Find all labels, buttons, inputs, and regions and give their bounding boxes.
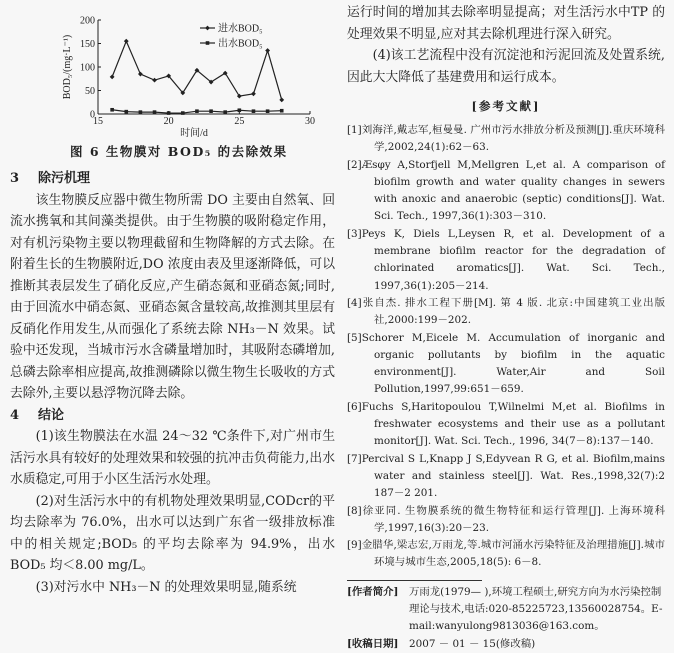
left-body xyxy=(10,168,335,598)
author-info xyxy=(347,584,665,636)
section-3-paragraph: 该生物膜反应器中微生物所需 DO 主要由自然氧、回流水携氧和其间藻类提供。由于生物膜的吸附稳定作用，对有机污染物主要以物理截留和生物降解的方式去除。在附着生长的生物膜附近,DO 浓度由表及里逐渐降低，可以推断其表层发生了硝化反应,产生硝态氮和亚硝态氮;同时,由于回流水中硝态氮、亚硝态氮含量较高,故推测其里层有反硝化作用发生,从而强化了系统去除 NH₃－N 效果。试验中还发现，当城市污水含磷量增加时，其吸附态磷增加,总磷去除率相应提高,故推测磷除以微生物生长吸收的方式去除外,主要以悬浮物沉降去除。 xyxy=(10,192,335,401)
right-body xyxy=(347,2,665,88)
legend-entry xyxy=(200,22,263,35)
data-point xyxy=(139,110,143,114)
section-3-title: 除污机理 xyxy=(38,171,91,186)
section-4-title: 结论 xyxy=(38,407,65,423)
conclusion-2: (2)对生活污水中的有机物处理效果明显,CODcr的平均去除率为 76.0%，出水可以达到广东省一级排放标准中的相关规定;BOD₅ 的平均去除率为 94.9%，出水 BOD₅ 均＜8.00 mg/L。 xyxy=(10,493,335,573)
references-title: [参考文献] xyxy=(471,99,541,113)
data-point xyxy=(223,110,227,114)
conclusion-4: (4)该工艺流程中没有沉淀池和污泥回流及处置系统,因此大大降低了基建费用和运行成本。 xyxy=(347,48,665,85)
reference-item: [1]刘海洋,戴志军,桓曼曼. 广州市污水排放分析及预测[J].重庆环境科学,2002,24(1):62－63. xyxy=(347,124,665,154)
received-date xyxy=(347,636,665,653)
reference-item: [4]张自杰. 排水工程下册[M]. 第 4 版. 北京:中国建筑工业出版社,2000:199－202. xyxy=(347,296,665,327)
author-text: 万雨龙(1979— ),环境工程硕士,研究方向为水污染控制理论与技术,电话:020-85225723,13560028754。E-mail:wanyulong9813036@163.com。 xyxy=(409,585,663,633)
data-point xyxy=(252,109,256,113)
data-point xyxy=(209,109,213,113)
chart-legend xyxy=(200,22,263,50)
x-tick-label: 15 xyxy=(93,116,103,127)
data-point xyxy=(238,108,242,112)
legend-label: 出水BOD₅ xyxy=(218,38,263,50)
section-4-heading xyxy=(10,405,335,427)
x-tick-label: 30 xyxy=(305,116,315,127)
chart-axes xyxy=(98,20,310,114)
right-column xyxy=(347,0,665,653)
reference-item: [2]Æsφy A,Storfjell M,Mellgren L,et al. A comparison of biofilm growth and water quality changes in sewers with anoxic and anaerobic (septic) conditions[J]. Wat. Sci. Tech., 1997,36(1):303－310. xyxy=(347,158,665,223)
data-point xyxy=(265,48,270,53)
conclusion-3-start: (3)对污水中 NH₃－N 的处理效果明显,随系统 xyxy=(35,579,297,595)
data-point xyxy=(124,110,128,114)
x-axis-label: 时间/d xyxy=(180,128,208,139)
data-point xyxy=(251,91,256,96)
data-point xyxy=(110,108,114,112)
bod5-chart xyxy=(55,0,335,140)
data-point xyxy=(152,78,157,83)
section-3-heading xyxy=(10,168,335,190)
data-point xyxy=(195,109,199,113)
data-point xyxy=(266,109,270,113)
y-axis-label: BOD₅/(mg·L⁻¹) xyxy=(62,34,73,100)
section-3-number: 3 xyxy=(10,171,20,186)
received-label: [收稿日期] xyxy=(347,637,399,650)
data-point xyxy=(206,41,210,45)
legend-label: 进水BOD₅ xyxy=(218,23,263,35)
data-point xyxy=(280,109,284,113)
reference-item: [9]金腊华,梁志宏,万雨龙,等.城市河涌水污染特征及治理措施[J].城市环境与城市生态,2005,18(5): 6－8. xyxy=(347,539,665,569)
x-tick-label: 25 xyxy=(234,116,245,127)
data-point xyxy=(167,111,171,115)
section-4-number: 4 xyxy=(10,407,20,423)
data-point xyxy=(153,110,157,114)
conclusion-3-end: 运行时间的增加其去除率明显提高；对生活污水中TP 的处理效果不明显,应对其去除机理进行深入研究。 xyxy=(347,5,665,42)
data-point xyxy=(205,26,210,31)
y-tick-label: 150 xyxy=(80,39,95,50)
data-point xyxy=(138,72,143,77)
reference-item: [6]Fuchs S,Haritopoulou T,Wilnelmi M,et al. Biofilms in freshwater ecosystems and their use as a pollutant monitor[J]. Wat. Sci. Tech., 1996, 34(7－8):137－140. xyxy=(347,400,665,448)
figure-caption: 图 6 生物膜对 BOD₅ 的去除效果 xyxy=(70,144,288,159)
data-point xyxy=(110,74,115,79)
reference-item: [7]Percival S L,Knapp J S,Edyvean R G, et al. Biofilm,mains water and stainless steel[J]. Wat. Res.,1998,32(7):2 187－2 201. xyxy=(347,452,665,500)
chart-series xyxy=(110,39,284,115)
reference-item: [3]Peys K, Diels L,Leysen R, et al. Development of a membrane biofilm reactor for the degradation of chlorinated aromatics[J]. Wat. Sci. Tech., 1997,36(1):205－214. xyxy=(347,227,665,292)
received-text: 2007 － 01 － 15(修改稿) xyxy=(409,637,536,650)
x-tick-label: 20 xyxy=(163,116,174,127)
conclusion-1: (1)该生物膜法在水温 24～32 ℃条件下,对广州市生活污水具有较好的处理效果和较强的抗冲击负荷能力,出水水质稳定,可用于小区生活污水处理。 xyxy=(10,429,335,487)
reference-item: [5]Schorer M,Eicele M. Accumulation of inorganic and organic pollutants by biofilm in the aquatic environment[J]. Water,Air and Soil Pollution,1997,99:651－659. xyxy=(347,331,665,396)
reference-list xyxy=(347,122,665,572)
divider xyxy=(347,580,482,581)
data-point xyxy=(181,111,185,115)
y-tick-label: 50 xyxy=(85,86,95,97)
y-tick-label: 0 xyxy=(90,109,95,121)
legend-entry xyxy=(200,37,263,50)
y-tick-label: 100 xyxy=(80,62,95,74)
author-label: [作者简介] xyxy=(347,585,399,598)
reference-item: [8]徐亚同. 生物膜系统的微生物特征和运行管理[J]. 上海环境科学,1997,16(3):20－23. xyxy=(347,504,665,534)
data-point xyxy=(279,98,284,103)
y-tick-label: 200 xyxy=(80,15,95,27)
data-point xyxy=(124,39,129,44)
